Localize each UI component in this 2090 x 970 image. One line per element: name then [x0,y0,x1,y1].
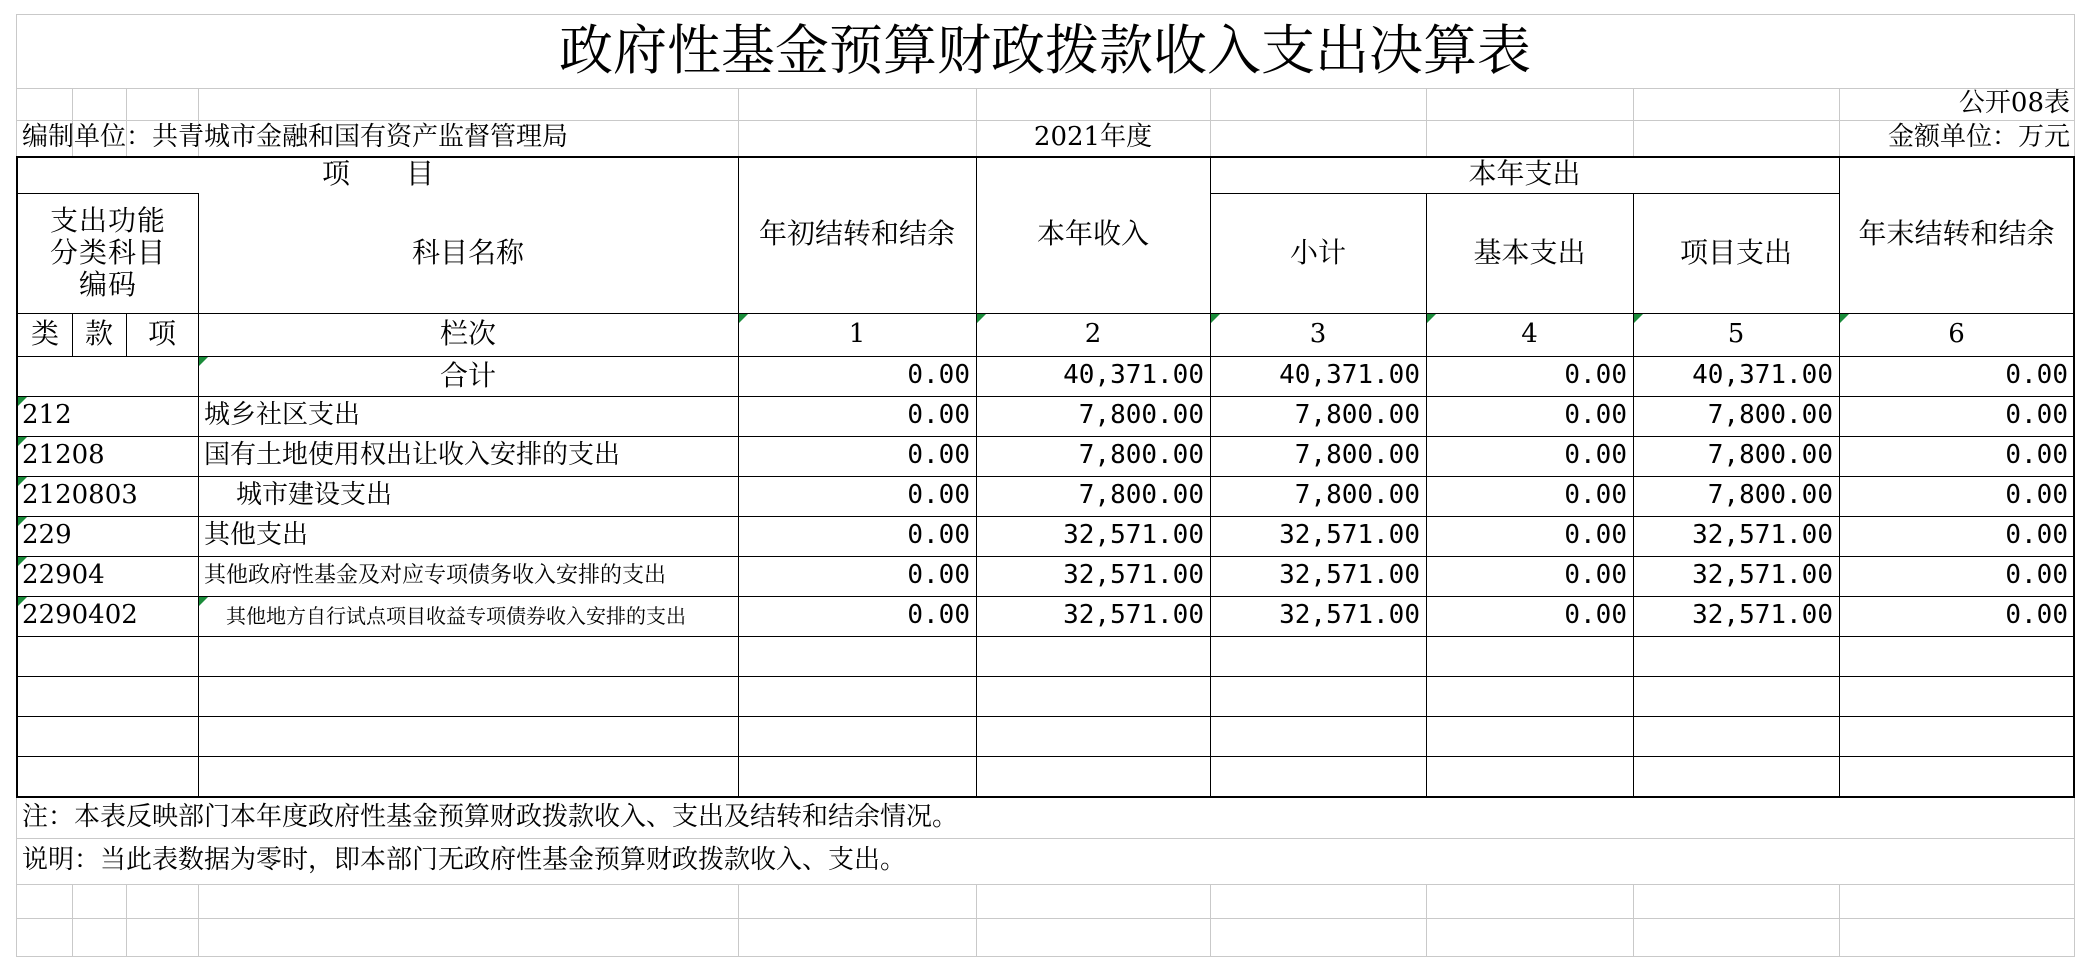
year-label: 2021年度 [1033,122,1153,153]
total-label: 合计 [439,358,496,392]
row-code: 21208 [22,440,105,471]
row-value: 32,571.00 [1692,600,1833,631]
total-value: 0.00 [1564,360,1627,391]
row-value: 0.00 [907,480,970,511]
row-value: 0.00 [1564,480,1627,511]
total-value: 0.00 [2005,360,2068,391]
header-basic-expense: 基本支出 [1473,235,1586,269]
row-value: 32,571.00 [1063,560,1204,591]
column-number: 6 [1948,318,1965,349]
column-number: 2 [1084,318,1102,349]
column-number: 3 [1309,318,1327,349]
header-subtotal: 小计 [1289,235,1346,269]
row-value: 32,571.00 [1063,600,1204,631]
row-code: 2120803 [22,480,138,511]
row-value: 32,571.00 [1279,560,1420,591]
row-value: 0.00 [1564,440,1627,471]
row-value: 0.00 [2005,400,2068,431]
row-value: 0.00 [1564,400,1627,431]
row-value: 0.00 [907,600,970,631]
column-number: 1 [848,318,866,349]
note-text: 注：本表反映部门本年度政府性基金预算财政拨款收入、支出及结转和结余情况。 [22,802,959,833]
row-value: 7,800.00 [1294,480,1420,511]
row-value: 32,571.00 [1063,520,1204,551]
row-code: 2290402 [22,600,138,631]
row-value: 32,571.00 [1692,520,1833,551]
page-title: 政府性基金预算财政拨款收入支出决算表 [559,18,1531,82]
row-code: 212 [22,400,72,431]
row-value: 7,800.00 [1078,480,1204,511]
org-label: 编制单位：共青城市金融和国有资产监督管理局 [22,122,569,153]
total-value: 40,371.00 [1279,360,1420,391]
row-name: 国有土地使用权出让收入安排的支出 [204,440,621,471]
header-subject-name: 科目名称 [411,235,524,269]
column-number: 5 [1727,318,1745,349]
row-value: 32,571.00 [1279,600,1420,631]
header-column-no: 栏次 [439,317,496,351]
row-value: 7,800.00 [1294,400,1420,431]
row-value: 0.00 [907,440,970,471]
header-section: 款 [84,317,113,351]
form-code: 公开08表 [1958,88,2070,119]
header-func-code: 支出功能分类科目编码 [49,203,166,302]
row-value: 32,571.00 [1692,560,1833,591]
row-value: 0.00 [2005,440,2068,471]
row-value: 7,800.00 [1078,400,1204,431]
row-value: 7,800.00 [1707,480,1833,511]
total-value: 40,371.00 [1692,360,1833,391]
row-value: 7,800.00 [1294,440,1420,471]
row-code: 22904 [22,560,105,591]
row-code: 229 [22,520,72,551]
row-value: 0.00 [1564,600,1627,631]
header-item: 项 目 [321,157,434,191]
row-name: 其他地方自行试点项目收益专项债券收入安排的支出 [226,603,686,628]
row-value: 0.00 [1564,520,1627,551]
header-begin-balance: 年初结转和结余 [758,217,955,251]
row-name: 城市建设支出 [236,480,393,511]
header-item-level: 项 [147,317,176,351]
explain-text: 说明：当此表数据为零时，即本部门无政府性基金预算财政拨款收入、支出。 [22,845,907,876]
total-value: 40,371.00 [1063,360,1204,391]
row-value: 0.00 [2005,560,2068,591]
row-name: 其他支出 [204,520,309,551]
header-class: 类 [30,317,59,351]
header-end-balance: 年末结转和结余 [1858,217,2055,251]
row-value: 32,571.00 [1279,520,1420,551]
header-project-expense: 项目支出 [1679,235,1792,269]
row-value: 0.00 [2005,520,2068,551]
row-value: 0.00 [1564,560,1627,591]
row-name: 城乡社区支出 [204,400,361,431]
header-current-income: 本年收入 [1036,217,1149,251]
row-value: 0.00 [2005,600,2068,631]
column-number: 4 [1521,318,1538,349]
total-value: 0.00 [907,360,970,391]
row-value: 7,800.00 [1707,400,1833,431]
row-value: 7,800.00 [1078,440,1204,471]
unit-label: 金额单位：万元 [1887,122,2070,153]
row-value: 0.00 [907,560,970,591]
row-value: 0.00 [2005,480,2068,511]
row-value: 7,800.00 [1707,440,1833,471]
row-value: 0.00 [907,520,970,551]
row-name: 其他政府性基金及对应专项债务收入安排的支出 [204,563,667,589]
header-current-expense: 本年支出 [1468,157,1581,191]
row-value: 0.00 [907,400,970,431]
